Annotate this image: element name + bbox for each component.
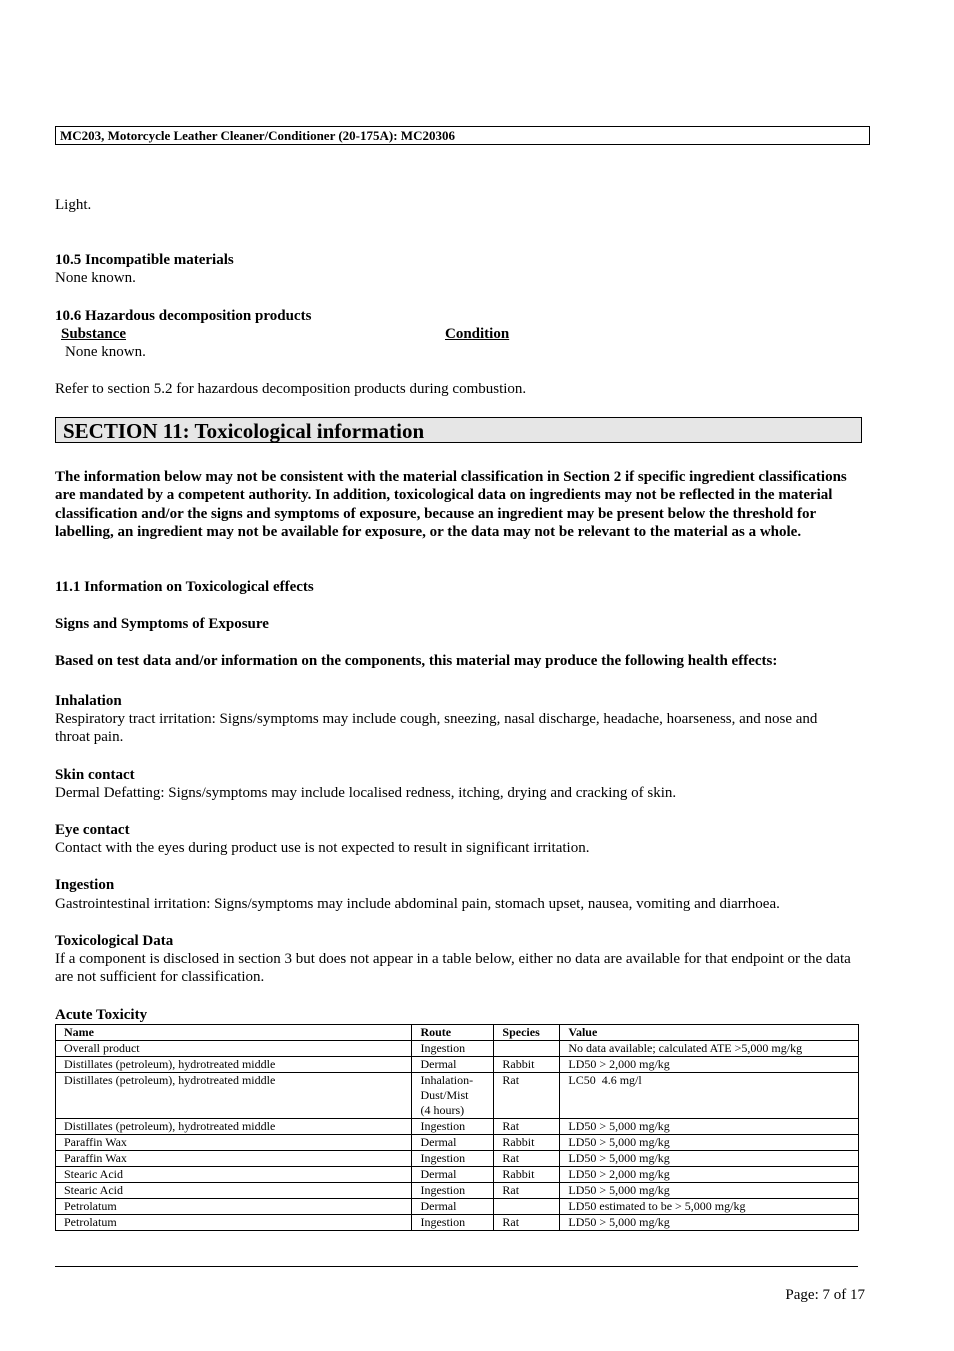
table-row [56,1073,859,1119]
table-cell-species: Rat [494,1183,560,1199]
section-11-intro: The information below may not be consistent with the material classification in Section 2 if specific ingredient classifications are mandated by a competent authority. In addition, toxicological data on ingredients may not be reflected in the material classification and/or the signs and symptoms of exposure, because an ingredient may be present below the threshold for labelling, an ingredient may not be available for exposure, or the data may not be relevant to the material as a whole. [55,469,847,540]
acute-toxicity-table [55,1024,859,1231]
table-cell-value: LD50 > 5,000 mg/kg [560,1135,859,1151]
table-cell-route: Ingestion [412,1119,494,1135]
table-cell-route: Ingestion [412,1041,494,1057]
table-cell-name: Stearic Acid [56,1167,412,1183]
eye-contact-text: Contact with the eyes during product use is not expected to result in significant irritation. [55,840,590,856]
table-cell-name: Paraffin Wax [56,1151,412,1167]
section-11-title: SECTION 11: Toxicological information [55,417,862,443]
table-cell-name: Overall product [56,1041,412,1057]
ingestion-text: Gastrointestinal irritation: Signs/symptoms may include abdominal pain, stomach upset, nausea, vomiting and diarrhoea. [55,896,780,912]
table-cell-species [494,1041,560,1057]
substance-column-header: Substance [61,326,127,342]
document-header: MC203, Motorcycle Leather Cleaner/Conditioner (20-175A): MC20306 [55,126,870,145]
table-cell-value: LD50 > 5,000 mg/kg [560,1151,859,1167]
table-cell-route: Inhalation- Dust/Mist (4 hours) [412,1073,494,1119]
toxicological-data-text: If a component is disclosed in section 3 but does not appear in a table below, either no data are available for that endpoint or the data are not sufficient for classification. [55,951,851,986]
table-header-name: Name [56,1025,412,1041]
table-header-value: Value [560,1025,859,1041]
decomposition-heading: 10.6 Hazardous decomposition products [55,308,312,324]
health-effects-statement: Based on test data and/or information on the components, this material may produce the following health effects: [55,653,778,669]
table-cell-name: Stearic Acid [56,1183,412,1199]
decomposition-value: None known. [65,344,146,360]
table-cell-value: LD50 > 5,000 mg/kg [560,1215,859,1231]
table-row [56,1041,859,1057]
table-cell-route: Ingestion [412,1215,494,1231]
table-row [56,1167,859,1183]
acute-toxicity-heading: Acute Toxicity [55,1007,148,1023]
table-row [56,1135,859,1151]
table-cell-value: LD50 estimated to be > 5,000 mg/kg [560,1199,859,1215]
table-row [56,1183,859,1199]
table-cell-name: Distillates (petroleum), hydrotreated middle [56,1057,412,1073]
table-cell-value: LC50 4.6 mg/l [560,1073,859,1119]
ingestion-heading: Ingestion [55,877,115,893]
table-cell-species: Rat [494,1215,560,1231]
table-cell-route: Ingestion [412,1151,494,1167]
signs-symptoms-heading: Signs and Symptoms of Exposure [55,616,269,632]
table-cell-species: Rat [494,1073,560,1119]
table-header-row [56,1025,859,1041]
table-cell-value: LD50 > 2,000 mg/kg [560,1057,859,1073]
table-row [56,1151,859,1167]
table-cell-name: Distillates (petroleum), hydrotreated middle [56,1119,412,1135]
table-cell-route: Dermal [412,1135,494,1151]
table-cell-name: Distillates (petroleum), hydrotreated middle [56,1073,412,1119]
toxicological-data-heading: Toxicological Data [55,933,174,949]
table-cell-route: Ingestion [412,1183,494,1199]
decomposition-note: Refer to section 5.2 for hazardous decomposition products during combustion. [55,381,527,397]
table-cell-name: Petrolatum [56,1199,412,1215]
skin-contact-text: Dermal Defatting: Signs/symptoms may include localised redness, itching, drying and cracking of skin. [55,785,677,801]
table-row [56,1215,859,1231]
inhalation-heading: Inhalation [55,693,122,709]
table-row [56,1057,859,1073]
eye-contact-heading: Eye contact [55,822,130,838]
table-cell-route: Dermal [412,1199,494,1215]
table-cell-route: Dermal [412,1167,494,1183]
table-cell-route: Dermal [412,1057,494,1073]
table-cell-value: LD50 > 5,000 mg/kg [560,1119,859,1135]
table-header-species: Species [494,1025,560,1041]
table-cell-value: No data available; calculated ATE >5,000 mg/kg [560,1041,859,1057]
table-cell-name: Petrolatum [56,1215,412,1231]
footer-divider [55,1266,858,1267]
table-row [56,1199,859,1215]
table-cell-species: Rabbit [494,1167,560,1183]
table-row [56,1119,859,1135]
inhalation-text: Respiratory tract irritation: Signs/symptoms may include cough, sneezing, nasal discharge, headache, hoarseness, and nose and throat pain. [55,711,818,746]
page-number: Page: 7 of 17 [785,1287,865,1303]
table-cell-value: LD50 > 5,000 mg/kg [560,1183,859,1199]
table-cell-species: Rabbit [494,1057,560,1073]
incompatible-materials-text: None known. [55,270,136,286]
subsection-11-1-heading: 11.1 Information on Toxicological effects [55,579,314,595]
table-cell-species: Rat [494,1151,560,1167]
incompatible-materials-heading: 10.5 Incompatible materials [55,252,234,268]
stability-text: Light. [55,197,92,213]
skin-contact-heading: Skin contact [55,767,135,783]
table-cell-name: Paraffin Wax [56,1135,412,1151]
condition-column-header: Condition [445,326,510,342]
table-header-route: Route [412,1025,494,1041]
table-cell-species: Rabbit [494,1135,560,1151]
table-cell-species [494,1199,560,1215]
table-cell-value: LD50 > 2,000 mg/kg [560,1167,859,1183]
table-cell-species: Rat [494,1119,560,1135]
